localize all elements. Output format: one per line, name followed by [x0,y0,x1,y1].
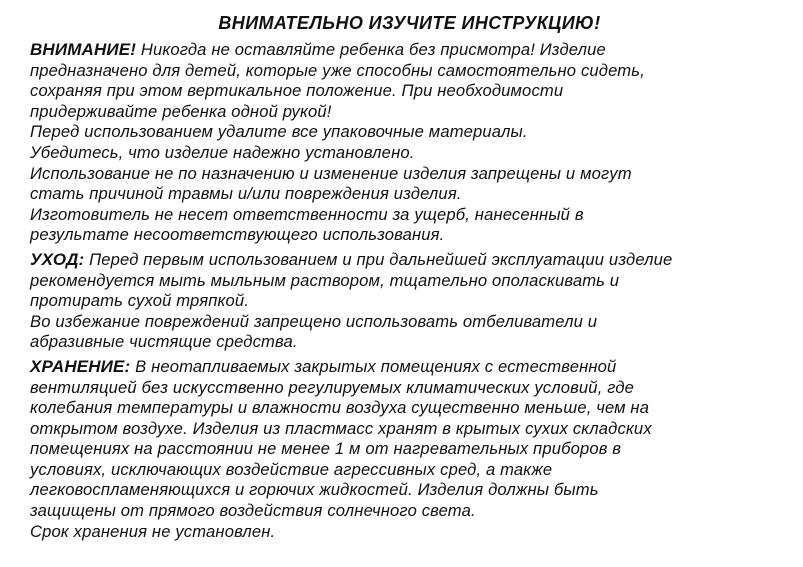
paragraph-line-text: В неотапливаемых закрытых помещениях с естественной [130,356,617,376]
paragraph-line: открытом воздухе. Изделия из пластмасс хранят в крытых сухих складских [30,418,652,438]
paragraph-line [30,40,789,61]
section-warning [30,40,789,246]
paragraph-line: протирать сухой тряпкой. [30,291,250,311]
paragraph-line: рекомендуется мыть мыльным раствором, тщательно ополаскивать и [30,270,620,290]
paragraph-line: колебания температуры и влажности воздуха существенно меньше, чем на [30,398,650,418]
section-care [30,250,789,353]
section-label-storage: ХРАНЕНИЕ: [30,356,131,376]
paragraph-line-text: Перед первым использованием и при дальнейшей эксплуатации изделие [84,249,673,269]
paragraph-line [30,250,789,271]
section-label-warning: ВНИМАНИЕ! [30,40,137,59]
paragraph-line: условиях, исключающих воздействие агрессивных сред, а также [30,459,553,479]
paragraph-line: легковоспламеняющихся и горючих жидкостей. Изделия должны быть [30,480,599,500]
paragraph-line: стать причиной травмы и/или повреждения изделия. [30,184,462,204]
document-title: ВНИМАТЕЛЬНО ИЗУЧИТЕ ИНСТРУКЦИЮ! [218,13,601,33]
paragraph-line: предназначено для детей, которые уже способны самостоятельно сидеть, [30,60,645,80]
paragraph-line: защищены от прямого воздействия солнечного света. [30,501,476,521]
paragraph-line: Срок хранения не установлен. [30,521,276,541]
section-label-care: УХОД: [30,249,85,269]
paragraph-line [30,357,789,378]
paragraph-line: сохраняя при этом вертикальное положение. При необходимости [30,81,564,101]
paragraph-line: Изготовитель не несет ответственности за ущерб, нанесенный в [30,204,584,224]
section-storage [30,357,789,542]
paragraph-line: вентиляцией без искусственно регулируемых климатических условий, где [30,377,635,397]
paragraph-line: абразивные чистящие средства. [30,332,298,352]
paragraph-line: Использование не по назначению и изменение изделия запрещены и могут [30,163,632,183]
paragraph-line: Перед использованием удалите все упаковочные материалы. [30,122,528,142]
paragraph-line: Убедитесь, что изделие надежно установлено. [30,142,415,162]
paragraph-line: результате несоответствующего использования. [30,225,445,245]
paragraph-line: Во избежание повреждений запрещено использовать отбеливатели и [30,311,598,331]
paragraph-line: придерживайте ребенка одной рукой! [30,101,332,121]
paragraph-line: помещениях на расстоянии не менее 1 м от нагревательных приборов в [30,439,622,459]
paragraph-line-text: Никогда не оставляйте ребенка без присмотра! Изделие [136,40,606,59]
